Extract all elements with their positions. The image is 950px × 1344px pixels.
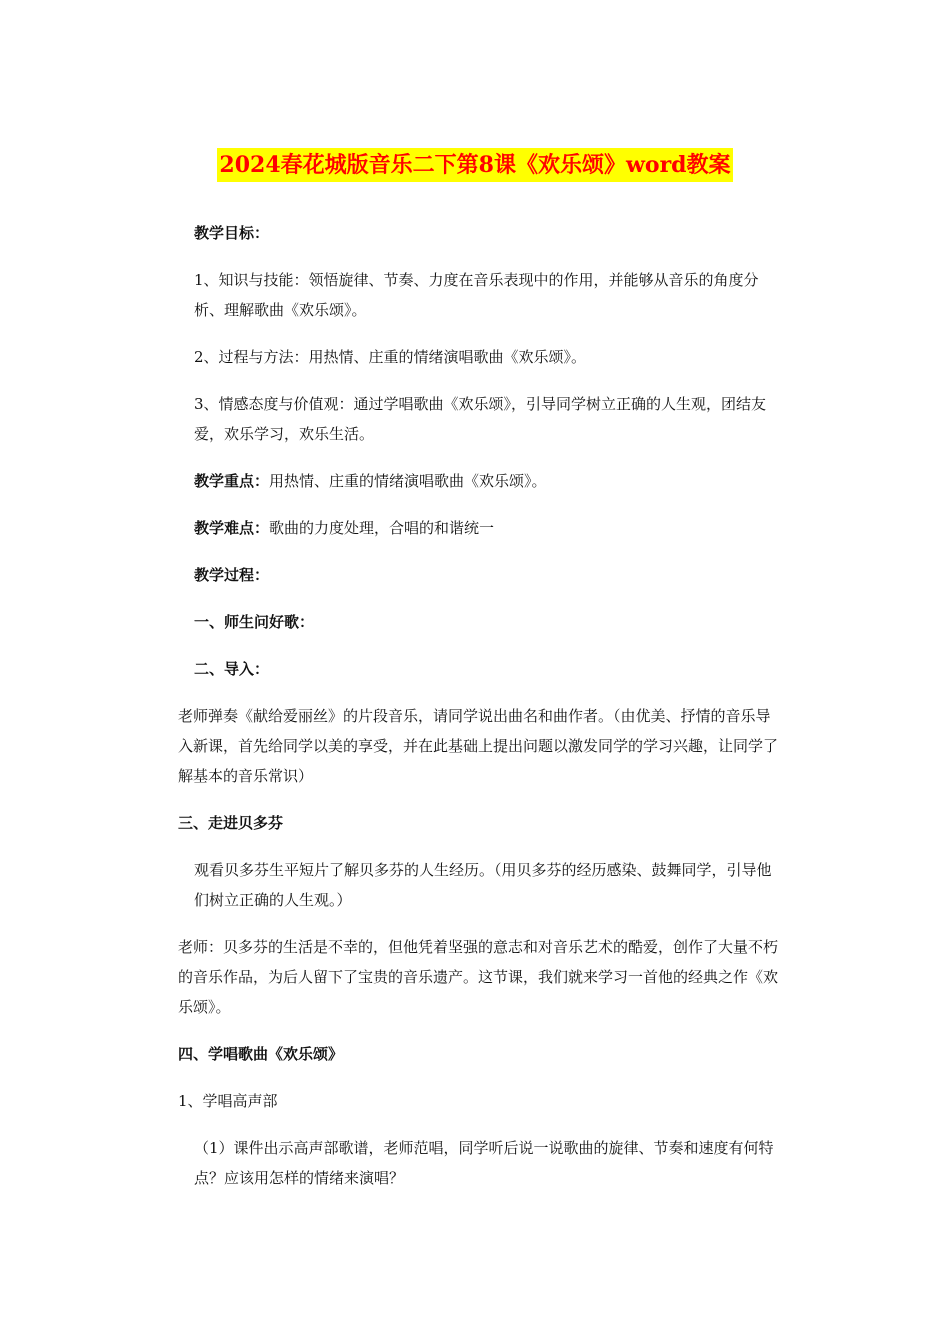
difficulty-text: 歌曲的力度处理，合唱的和谐统一 — [269, 519, 495, 537]
beethoven-paragraph-1: 观看贝多芬生平短片了解贝多芬的人生经历。（用贝多芬的经历感染、鼓舞同学，引导他们树立正确的人生观。） — [194, 861, 772, 909]
objective-1: 1、知识与技能：领悟旋律、节奏、力度在音乐表现中的作用，并能够从音乐的角度分析、理解歌曲《欢乐颂》。 — [194, 271, 759, 319]
document-title: 2024春花城版音乐二下第8课《欢乐颂》word教案 — [217, 148, 732, 182]
section-4-heading: 四、学唱歌曲《欢乐颂》 — [178, 1045, 344, 1063]
process-heading: 教学过程： — [194, 566, 270, 584]
key-point-label: 教学重点： — [194, 472, 270, 490]
objective-3: 3、情感态度与价值观：通过学唱歌曲《欢乐颂》，引导同学树立正确的人生观，团结友爱，欢乐学习，欢乐生活。 — [194, 395, 767, 443]
subsection-1: 1、学唱高声部 — [178, 1092, 278, 1110]
section-3-heading: 三、走进贝多芬 — [178, 814, 284, 832]
difficulty — [178, 513, 778, 543]
intro-paragraph: 老师弹奏《献给爱丽丝》的片段音乐，请同学说出曲名和曲作者。（由优美、抒情的音乐导入新课，首先给同学以美的享受，并在此基础上提出问题以激发同学的学习兴趣，让同学了解基本的音乐常识） — [178, 707, 779, 785]
section-1-heading: 一、师生问好歌： — [194, 613, 315, 631]
section-2-heading: 二、导入： — [194, 660, 270, 678]
document-body — [178, 218, 778, 1210]
key-point — [178, 466, 778, 496]
difficulty-label: 教学难点： — [194, 519, 270, 537]
title-container — [0, 148, 950, 182]
beethoven-paragraph-2: 老师：贝多芬的生活是不幸的，但他凭着坚强的意志和对音乐艺术的酷爱，创作了大量不朽的音乐作品，为后人留下了宝贵的音乐遗产。这节课，我们就来学习一首他的经典之作《欢乐颂》。 — [178, 938, 779, 1016]
subsection-1-1: （1）课件出示高声部歌谱，老师范唱，同学听后说一说歌曲的旋律、节奏和速度有何特点？应该用怎样的情绪来演唱？ — [194, 1139, 774, 1187]
objectives-heading: 教学目标： — [194, 224, 270, 242]
key-point-text: 用热情、庄重的情绪演唱歌曲《欢乐颂》。 — [269, 472, 547, 490]
objective-2: 2、过程与方法：用热情、庄重的情绪演唱歌曲《欢乐颂》。 — [194, 348, 587, 366]
